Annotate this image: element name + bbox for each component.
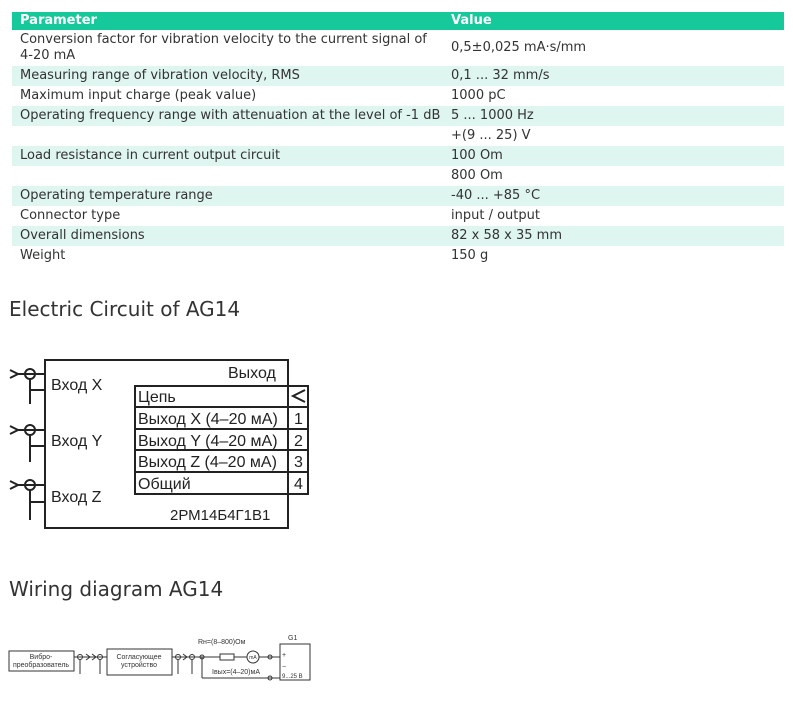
device-label: Согласующее — [116, 654, 162, 661]
input-connector-z — [10, 480, 45, 520]
row-parameter: Weight — [20, 248, 66, 263]
psu-voltage: 9...25 В — [282, 674, 303, 680]
row-parameter: Measuring range of vibration velocity, RMS — [20, 68, 300, 83]
input-connector-y — [10, 425, 45, 462]
wiring-diagram — [0, 630, 320, 685]
row-value: 150 g — [451, 248, 489, 263]
power-supply-label: G1 — [288, 635, 298, 642]
row-value: input / output — [451, 208, 540, 223]
output-header: Выход — [228, 365, 276, 382]
pin-label: Общий — [138, 476, 191, 493]
chain-symbol — [293, 390, 305, 402]
table-header-row — [12, 12, 784, 30]
row-parameter: Operating temperature range — [20, 188, 213, 203]
row-parameter: Maximum input charge (peak value) — [20, 88, 257, 103]
load-resistor — [220, 654, 234, 660]
load-resistance-label: Rн=(8–800)Ом — [198, 639, 246, 646]
sensor-label: Вибро- — [29, 654, 53, 661]
device-label: устройство — [120, 662, 158, 669]
circuit-heading: Electric Circuit of AG14 — [9, 297, 241, 321]
input-label: Вход Z — [51, 489, 102, 506]
pin-label: Выход X (4–20 мА) — [138, 411, 278, 428]
row-value: 800 Om — [451, 168, 503, 183]
psu-minus: − — [282, 664, 287, 671]
wiring-heading: Wiring diagram AG14 — [9, 577, 224, 601]
input-label: Вход Y — [51, 433, 103, 450]
table-row — [12, 246, 784, 266]
row-parameter: Overall dimensions — [20, 228, 145, 243]
input-label: Вход X — [51, 377, 103, 394]
psu-plus: + — [282, 652, 287, 659]
table-row — [12, 146, 784, 166]
row-value: 0,1 ... 32 mm/s — [451, 68, 550, 83]
row-value: +(9 ... 25) V — [451, 128, 531, 143]
pin-number: 3 — [294, 454, 303, 471]
pin-number: 1 — [294, 411, 303, 428]
pin-number: 4 — [294, 476, 303, 493]
table-row — [12, 30, 784, 66]
row-value: 5 ... 1000 Hz — [451, 108, 534, 123]
table-row — [12, 106, 784, 126]
table-row — [12, 166, 784, 186]
pin-number: 2 — [294, 433, 303, 450]
pin-label: Цепь — [138, 389, 176, 406]
row-value: 1000 pC — [451, 88, 506, 103]
input-connector-x — [10, 369, 45, 404]
connector-model: 2РМ14Б4Г1В1 — [170, 507, 271, 524]
pin-label: Выход Z (4–20 мА) — [138, 454, 277, 471]
sensor-label: преобразователь — [12, 662, 70, 669]
row-value: -40 ... +85 °C — [451, 188, 541, 203]
output-current-label: Iвых=(4–20)мА — [212, 669, 260, 676]
row-value: 82 x 58 x 35 mm — [451, 228, 563, 243]
row-parameter — [12, 166, 443, 168]
pin-label: Выход Y (4–20 мА) — [138, 433, 278, 450]
header-value: Value — [451, 13, 492, 28]
table-row — [12, 86, 784, 106]
row-parameter — [12, 126, 443, 128]
meter-label: mA — [249, 655, 257, 661]
table-row — [12, 226, 784, 246]
header-parameter: Parameter — [20, 13, 97, 28]
row-value: 100 Om — [451, 148, 503, 163]
row-value: 0,5±0,025 mA·s/mm — [451, 40, 587, 55]
row-parameter: Load resistance in current output circuit — [20, 148, 281, 163]
row-parameter: Operating frequency range with attenuation at the level of -1 dB — [20, 108, 441, 123]
row-parameter: Connector type — [20, 208, 121, 223]
table-row — [12, 126, 784, 146]
table-row — [12, 186, 784, 206]
electric-circuit-diagram — [0, 350, 320, 535]
row-parameter: Conversion factor for vibration velocity to the current signal of 4-20 mA — [20, 32, 427, 63]
parameters-table — [12, 12, 784, 266]
table-row — [12, 206, 784, 226]
table-row — [12, 66, 784, 86]
